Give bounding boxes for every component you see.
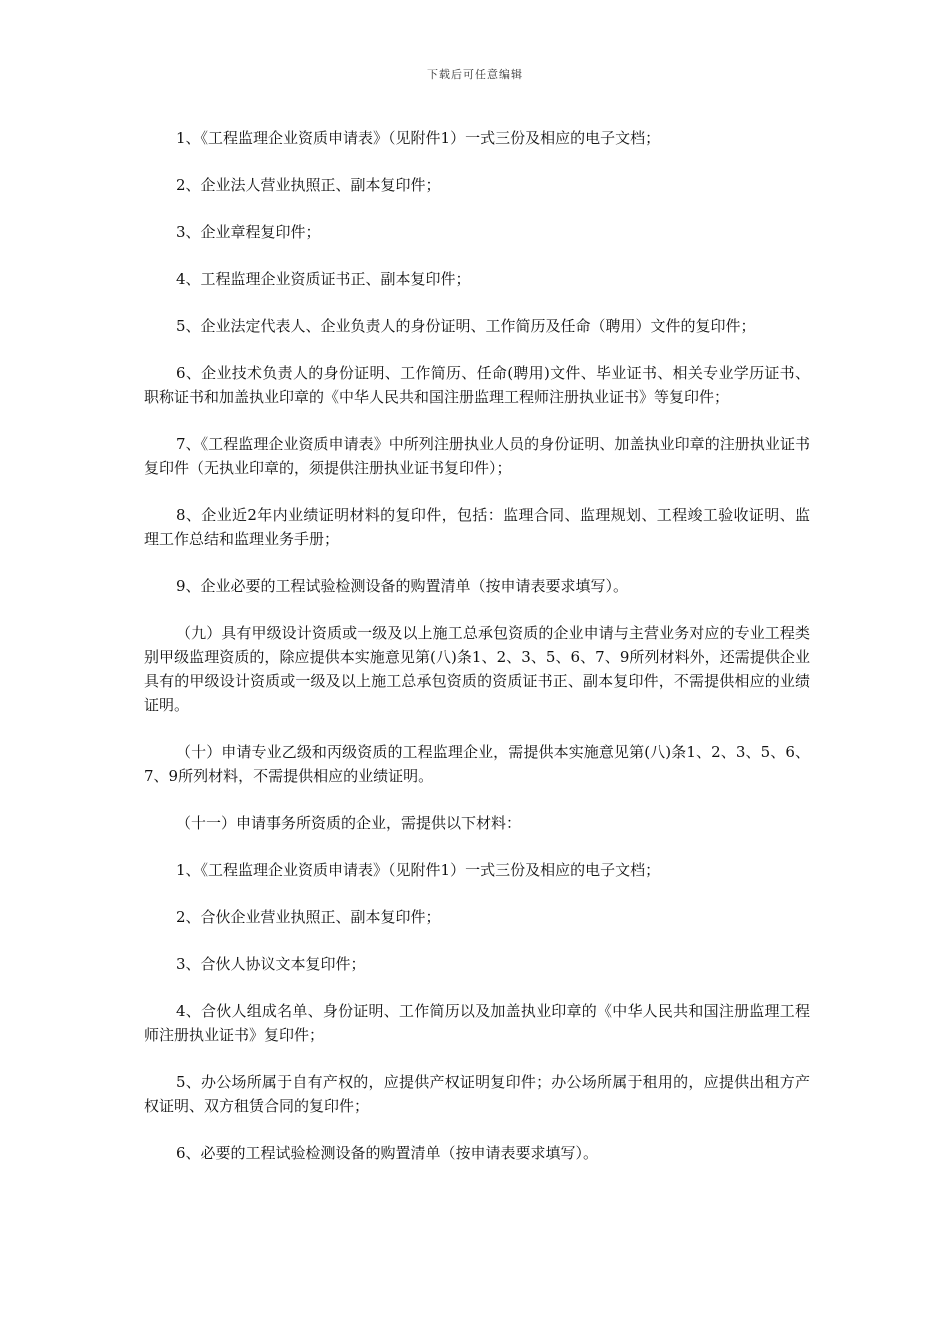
paragraph: 1、《工程监理企业资质申请表》（见附件1）一式三份及相应的电子文档； [176, 861, 661, 879]
paragraph: 9、企业必要的工程试验检测设备的购置清单（按申请表要求填写）。 [176, 577, 629, 595]
paragraph: 6、必要的工程试验检测设备的购置清单（按申请表要求填写）。 [176, 1144, 599, 1162]
paragraph: 5、办公场所属于自有产权的，应提供产权证明复印件；办公场所属于租用的，应提供出租方产权证明、双方租赁合同的复印件； [144, 1073, 810, 1115]
document-body [144, 126, 810, 1188]
paragraph: 8、企业近2年内业绩证明材料的复印件，包括：监理合同、监理规划、工程竣工验收证明、监理工作总结和监理业务手册； [144, 506, 810, 548]
paragraph: 3、合伙人协议文本复印件； [176, 955, 366, 973]
paragraph: 2、企业法人营业执照正、副本复印件； [176, 176, 441, 194]
paragraph: （十一）申请事务所资质的企业，需提供以下材料： [176, 814, 522, 832]
paragraph: 6、企业技术负责人的身份证明、工作简历、任命(聘用)文件、毕业证书、相关专业学历证书、职称证书和加盖执业印章的《中华人民共和国注册监理工程师注册执业证书》等复印件； [144, 364, 810, 406]
paragraph: 4、合伙人组成名单、身份证明、工作简历以及加盖执业印章的《中华人民共和国注册监理工程师注册执业证书》复印件； [144, 1002, 810, 1044]
paragraph: 5、企业法定代表人、企业负责人的身份证明、工作简历及任命（聘用）文件的复印件； [176, 317, 756, 335]
paragraph: 3、企业章程复印件； [176, 223, 321, 241]
page-header: 下载后可任意编辑 [427, 68, 523, 81]
paragraph: 2、合伙企业营业执照正、副本复印件； [176, 908, 441, 926]
paragraph: 1、《工程监理企业资质申请表》（见附件1）一式三份及相应的电子文档； [176, 129, 661, 147]
paragraph: 7、《工程监理企业资质申请表》中所列注册执业人员的身份证明、加盖执业印章的注册执业证书复印件（无执业印章的，须提供注册执业证书复印件）； [144, 435, 810, 477]
paragraph: （九）具有甲级设计资质或一级及以上施工总承包资质的企业申请与主营业务对应的专业工程类别甲级监理资质的，除应提供本实施意见第(八)条1、2、3、5、6、7、9所列材料外，还需提供企业具有的甲级设计资质或一级及以上施工总承包资质的资质证书正、副本复印件，不需提供相应的业绩证明。 [144, 624, 810, 714]
paragraph: 4、工程监理企业资质证书正、副本复印件； [176, 270, 471, 288]
paragraph: （十）申请专业乙级和丙级资质的工程监理企业，需提供本实施意见第(八)条1、2、3、5、6、7、9所列材料，不需提供相应的业绩证明。 [144, 743, 810, 785]
